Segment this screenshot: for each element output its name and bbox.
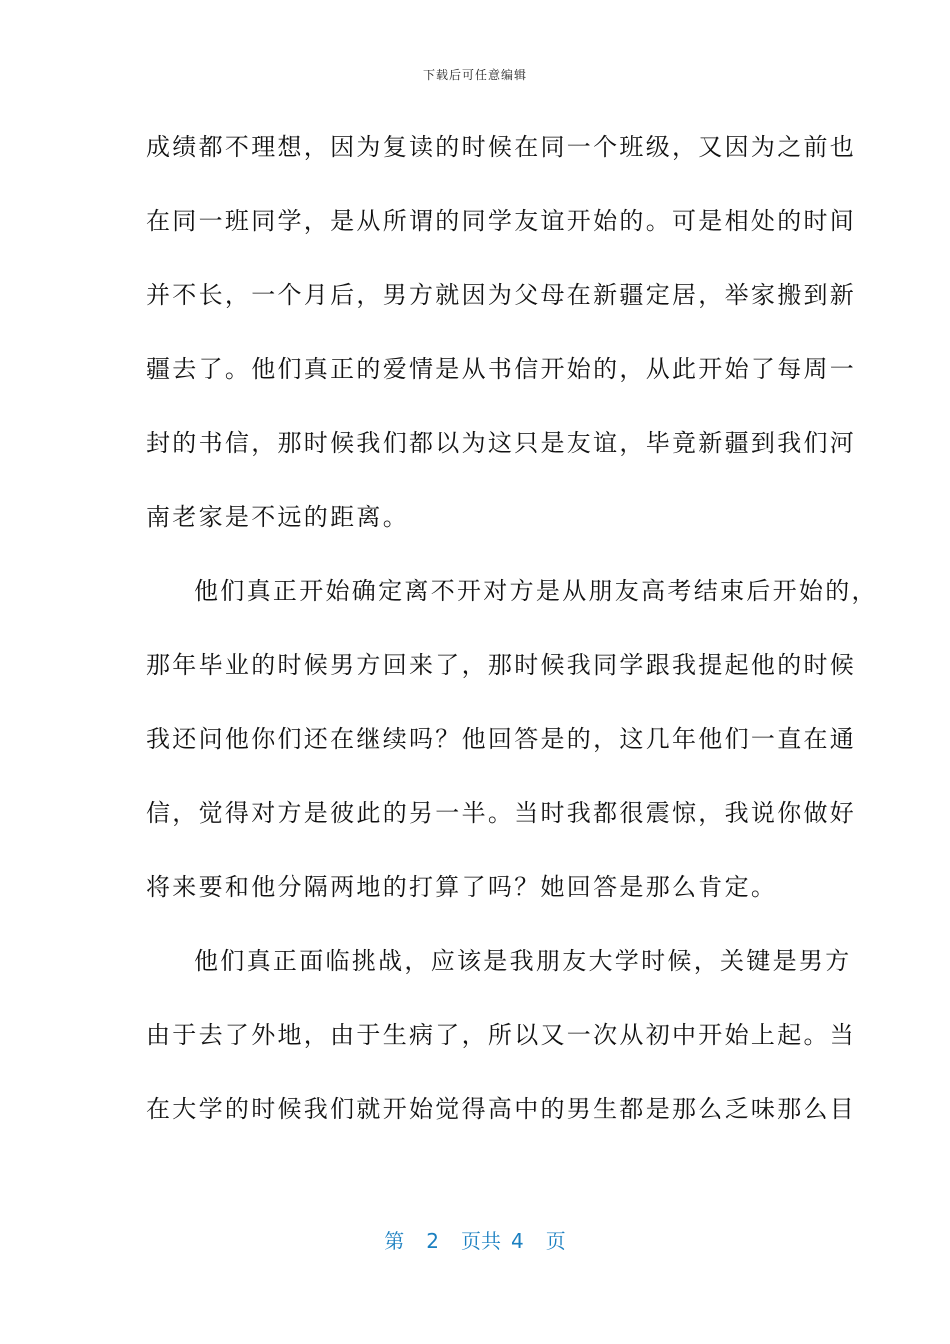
current-page-number: 2 [426, 1229, 439, 1253]
text-line: 南老家是不远的距离。 [146, 503, 409, 531]
text-line: 并不长，一个月后，男方就因为父母在新疆定居，举家搬到新 [146, 281, 857, 309]
text-line: 成绩都不理想，因为复读的时候在同一个班级，又因为之前也 [146, 133, 857, 161]
text-line: 疆去了。他们真正的爱情是从书信开始的，从此开始了每周一 [146, 355, 857, 383]
text-line: 信，觉得对方是彼此的另一半。当时我都很震惊，我说你做好 [146, 799, 857, 827]
footer-ye: 页 [545, 1229, 566, 1253]
text-line: 在同一班同学，是从所谓的同学友谊开始的。可是相处的时间 [146, 207, 857, 235]
text-line: 我还问他你们还在继续吗？他回答是的，这几年他们一直在通 [146, 725, 857, 753]
text-line: 那年毕业的时候男方回来了，那时候我同学跟我提起他的时候 [146, 651, 857, 679]
text-line: 封的书信，那时候我们都以为这只是友谊，毕竟新疆到我们河 [146, 429, 857, 457]
text-line: 由于去了外地，由于生病了，所以又一次从初中开始上起。当 [146, 1021, 857, 1049]
paragraph-start-line: 他们真正开始确定离不开对方是从朋友高考结束后开始的， [194, 577, 878, 605]
footer-di: 第 [384, 1229, 405, 1253]
document-body [146, 125, 878, 1161]
text-line: 将来要和他分隔两地的打算了吗？她回答是那么肯定。 [146, 873, 778, 901]
page-header: 下载后可任意编辑 [422, 68, 527, 82]
footer-ye-gong: 页共 [461, 1229, 501, 1253]
total-page-number: 4 [511, 1229, 524, 1253]
text-line: 在大学的时候我们就开始觉得高中的男生都是那么乏味那么目 [146, 1095, 857, 1123]
paragraph-start-line: 他们真正面临挑战，应该是我朋友大学时候，关键是男方 [194, 947, 852, 975]
page-footer [0, 1225, 950, 1254]
